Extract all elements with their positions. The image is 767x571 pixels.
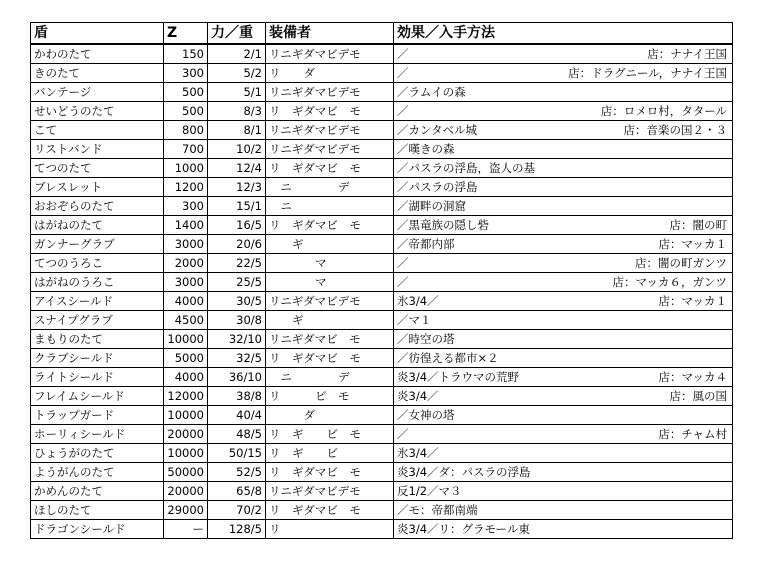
cell-equipper: リニギダマビ モ (266, 330, 394, 349)
cell-name: アイスシールド (31, 292, 164, 311)
shop-text (727, 350, 729, 367)
cell-effect (394, 349, 733, 368)
effect-text: ／モ：帝都南端 (397, 502, 478, 517)
cell-price: 50000 (164, 463, 208, 482)
cell-price: 20000 (164, 482, 208, 501)
shop-text (727, 312, 729, 329)
cell-price: 29000 (164, 501, 208, 520)
cell-name: はがねのうろこ (31, 273, 164, 292)
cell-equipper: ダ (266, 406, 394, 425)
cell-power-weight: 22/5 (208, 254, 266, 273)
cell-name: ようがんのたて (31, 463, 164, 482)
effect-text: ／カンタベル城 (397, 122, 478, 137)
cell-effect (394, 425, 733, 444)
cell-effect (394, 387, 733, 406)
shop-text (727, 407, 729, 424)
shop-text: 店：闇の町 (669, 217, 727, 232)
cell-equipper: リ ダ (266, 64, 394, 83)
cell-name: ホーリィシールド (31, 425, 164, 444)
effect-text: ／湖畔の洞窟 (397, 198, 466, 213)
cell-price: 300 (164, 197, 208, 216)
cell-power-weight: 128/5 (208, 520, 266, 539)
cell-power-weight: 8/1 (208, 121, 266, 140)
table-body (31, 44, 733, 539)
cell-price: 5000 (164, 349, 208, 368)
table-row (31, 387, 733, 406)
cell-effect (394, 330, 733, 349)
cell-power-weight: 10/2 (208, 140, 266, 159)
cell-power-weight: 30/5 (208, 292, 266, 311)
cell-equipper: マ (266, 254, 394, 273)
cell-effect (394, 273, 733, 292)
cell-effect (394, 197, 733, 216)
shop-text: 店：マッカ４ (658, 369, 727, 384)
cell-equipper: リ ギダマビ モ (266, 216, 394, 235)
header-power-weight: 力／重 (208, 23, 266, 45)
cell-name: こて (31, 121, 164, 140)
effect-text: 反1/2／マ３ (397, 483, 462, 498)
cell-effect (394, 292, 733, 311)
effect-text: ／時空の塔 (397, 331, 455, 346)
cell-power-weight: 5/2 (208, 64, 266, 83)
cell-equipper: リ ギダマビ モ (266, 463, 394, 482)
shop-text (727, 331, 729, 348)
cell-name: かめんのたて (31, 482, 164, 501)
cell-effect (394, 102, 733, 121)
table-row (31, 406, 733, 425)
cell-effect (394, 159, 733, 178)
cell-effect (394, 44, 733, 64)
cell-price: 4500 (164, 311, 208, 330)
effect-text: ／黒竜族の隠し砦 (397, 217, 489, 232)
cell-equipper: ニ (266, 197, 394, 216)
cell-equipper: ギ (266, 311, 394, 330)
cell-price: 1200 (164, 178, 208, 197)
shield-table (30, 22, 733, 539)
cell-power-weight: 8/3 (208, 102, 266, 121)
cell-power-weight: 36/10 (208, 368, 266, 387)
cell-name: きのたて (31, 64, 164, 83)
table-row (31, 159, 733, 178)
cell-power-weight: 20/6 (208, 235, 266, 254)
cell-name: スナイプグラブ (31, 311, 164, 330)
header-equipper: 装備者 (266, 23, 394, 45)
cell-name: バンテージ (31, 83, 164, 102)
table-row (31, 44, 733, 64)
table-row (31, 235, 733, 254)
cell-effect (394, 121, 733, 140)
effect-text: ／ (397, 46, 409, 61)
cell-power-weight: 32/10 (208, 330, 266, 349)
effect-text: ／マ１ (397, 312, 432, 327)
effect-text: 炎3/4／トラウマの荒野 (397, 369, 520, 384)
table-row (31, 349, 733, 368)
cell-power-weight: 65/8 (208, 482, 266, 501)
cell-name: ブレスレット (31, 178, 164, 197)
cell-equipper: ギ (266, 235, 394, 254)
effect-text: 氷3/4／ (397, 293, 439, 308)
cell-name: リストバンド (31, 140, 164, 159)
cell-effect (394, 254, 733, 273)
cell-price: 10000 (164, 330, 208, 349)
shop-text (727, 198, 729, 215)
table-row (31, 520, 733, 539)
table-row (31, 482, 733, 501)
cell-name: かわのたて (31, 44, 164, 64)
cell-equipper: リ ギ ビ (266, 444, 394, 463)
cell-effect (394, 64, 733, 83)
shop-text: 店：風の国 (669, 388, 727, 403)
cell-effect (394, 368, 733, 387)
cell-name: クラブシールド (31, 349, 164, 368)
effect-text: ／ (397, 255, 409, 270)
effect-text: 氷3/4／ (397, 445, 439, 460)
cell-equipper: リニギダマビデモ (266, 482, 394, 501)
cell-name: ガンナーグラブ (31, 235, 164, 254)
table-row (31, 330, 733, 349)
shop-text (727, 160, 729, 177)
shop-text: 店：ドラグニール，ナナイ王国 (568, 65, 727, 80)
shop-text (727, 464, 729, 481)
shop-text: 店：チャム村 (658, 426, 727, 441)
cell-equipper: リ ギ ビ モ (266, 425, 394, 444)
cell-price: 700 (164, 140, 208, 159)
effect-text: ／ (397, 103, 409, 118)
table-row (31, 292, 733, 311)
table-row (31, 64, 733, 83)
cell-equipper: ニ デ (266, 178, 394, 197)
cell-equipper: リニギダマビデモ (266, 140, 394, 159)
table-row (31, 501, 733, 520)
cell-name: ほしのたて (31, 501, 164, 520)
cell-equipper: ニ デ (266, 368, 394, 387)
shop-text: 店：マッカ１ (658, 236, 727, 251)
table-row (31, 273, 733, 292)
cell-price: 150 (164, 44, 208, 64)
cell-price: 4000 (164, 368, 208, 387)
table-row (31, 121, 733, 140)
cell-power-weight: 25/5 (208, 273, 266, 292)
shop-text (727, 84, 729, 101)
cell-power-weight: 5/1 (208, 83, 266, 102)
effect-text: ／女神の塔 (397, 407, 455, 422)
table-row (31, 444, 733, 463)
cell-effect (394, 311, 733, 330)
shop-text: 店：闇の町ガンツ (635, 255, 727, 270)
cell-equipper: リニギダマビデモ (266, 83, 394, 102)
cell-effect (394, 444, 733, 463)
shop-text (727, 483, 729, 500)
cell-power-weight: 52/5 (208, 463, 266, 482)
cell-power-weight: 50/15 (208, 444, 266, 463)
cell-power-weight: 12/3 (208, 178, 266, 197)
effect-text: ／ (397, 426, 409, 441)
table-row (31, 254, 733, 273)
table-row (31, 83, 733, 102)
cell-power-weight: 48/5 (208, 425, 266, 444)
cell-equipper: リ ギダマビ モ (266, 159, 394, 178)
table-row (31, 216, 733, 235)
cell-price: ー (164, 520, 208, 539)
cell-power-weight: 16/5 (208, 216, 266, 235)
cell-effect (394, 501, 733, 520)
cell-effect (394, 406, 733, 425)
effect-text: 炎3/4／ダ：パスラの浮島 (397, 464, 531, 479)
cell-price: 1400 (164, 216, 208, 235)
table-row (31, 197, 733, 216)
cell-name: てつのうろこ (31, 254, 164, 273)
cell-effect (394, 463, 733, 482)
cell-effect (394, 482, 733, 501)
header-row (31, 23, 733, 45)
table-row (31, 140, 733, 159)
cell-power-weight: 15/1 (208, 197, 266, 216)
cell-effect (394, 83, 733, 102)
cell-price: 12000 (164, 387, 208, 406)
effect-text: ／パスラの浮島 (397, 179, 478, 194)
table-row (31, 463, 733, 482)
cell-effect (394, 216, 733, 235)
shop-text (727, 179, 729, 196)
cell-equipper: リニギダマビデモ (266, 44, 394, 64)
cell-name: フレイムシールド (31, 387, 164, 406)
cell-power-weight: 40/4 (208, 406, 266, 425)
cell-price: 20000 (164, 425, 208, 444)
shop-text: 店：マッカ６，ガンツ (612, 274, 727, 289)
effect-text: 炎3/4／リ：グラモール東 (397, 521, 530, 536)
cell-price: 3000 (164, 235, 208, 254)
cell-name: ドラゴンシールド (31, 520, 164, 539)
cell-equipper: リ (266, 520, 394, 539)
cell-price: 1000 (164, 159, 208, 178)
cell-effect (394, 178, 733, 197)
cell-equipper: マ (266, 273, 394, 292)
cell-price: 300 (164, 64, 208, 83)
cell-equipper: リ ギダマビ モ (266, 501, 394, 520)
cell-price: 800 (164, 121, 208, 140)
shop-text: 店：ロメロ村，タタール (600, 103, 727, 118)
cell-power-weight: 12/4 (208, 159, 266, 178)
effect-text: ／帝都内部 (397, 236, 455, 251)
effect-text: ／ (397, 65, 409, 80)
cell-effect (394, 140, 733, 159)
cell-equipper: リ ビ モ (266, 387, 394, 406)
header-effect-source: 効果／入手方法 (394, 23, 733, 45)
cell-equipper: リ ギダマビ モ (266, 349, 394, 368)
effect-text: ／ (397, 274, 409, 289)
cell-power-weight: 32/5 (208, 349, 266, 368)
cell-power-weight: 38/8 (208, 387, 266, 406)
cell-price: 10000 (164, 444, 208, 463)
header-shield: 盾 (31, 23, 164, 45)
cell-name: ひょうがのたて (31, 444, 164, 463)
cell-power-weight: 30/8 (208, 311, 266, 330)
table-row (31, 311, 733, 330)
cell-name: まもりのたて (31, 330, 164, 349)
effect-text: 炎3/4／ (397, 388, 439, 403)
effect-text: ／ラムイの森 (397, 84, 466, 99)
effect-text: ／パスラの浮島，盗人の基 (397, 160, 535, 175)
cell-power-weight: 70/2 (208, 501, 266, 520)
shop-text: 店：マッカ１ (658, 293, 727, 308)
effect-text: ／彷徨える都市×２ (397, 350, 499, 365)
cell-power-weight: 2/1 (208, 44, 266, 64)
cell-effect (394, 520, 733, 539)
cell-price: 500 (164, 102, 208, 121)
cell-name: おおぞらのたて (31, 197, 164, 216)
cell-price: 4000 (164, 292, 208, 311)
shop-text (727, 445, 729, 462)
header-price: Z (164, 23, 208, 45)
table-row (31, 425, 733, 444)
shop-text (727, 502, 729, 519)
cell-equipper: リニギダマビデモ (266, 121, 394, 140)
shop-text (727, 521, 729, 538)
cell-equipper: リニギダマビデモ (266, 292, 394, 311)
shop-text: 店：音楽の国２・３ (623, 122, 727, 137)
shop-text: 店：ナナイ王国 (647, 46, 727, 61)
cell-equipper: リ ギダマビ モ (266, 102, 394, 121)
cell-price: 10000 (164, 406, 208, 425)
cell-effect (394, 235, 733, 254)
shop-text (727, 141, 729, 158)
cell-price: 2000 (164, 254, 208, 273)
cell-name: はがねのたて (31, 216, 164, 235)
cell-name: てつのたて (31, 159, 164, 178)
table-row (31, 368, 733, 387)
table-row (31, 102, 733, 121)
cell-name: ライトシールド (31, 368, 164, 387)
cell-price: 500 (164, 83, 208, 102)
cell-name: せいどうのたて (31, 102, 164, 121)
table-row (31, 178, 733, 197)
cell-name: トラップガード (31, 406, 164, 425)
cell-price: 3000 (164, 273, 208, 292)
effect-text: ／嘆きの森 (397, 141, 455, 156)
